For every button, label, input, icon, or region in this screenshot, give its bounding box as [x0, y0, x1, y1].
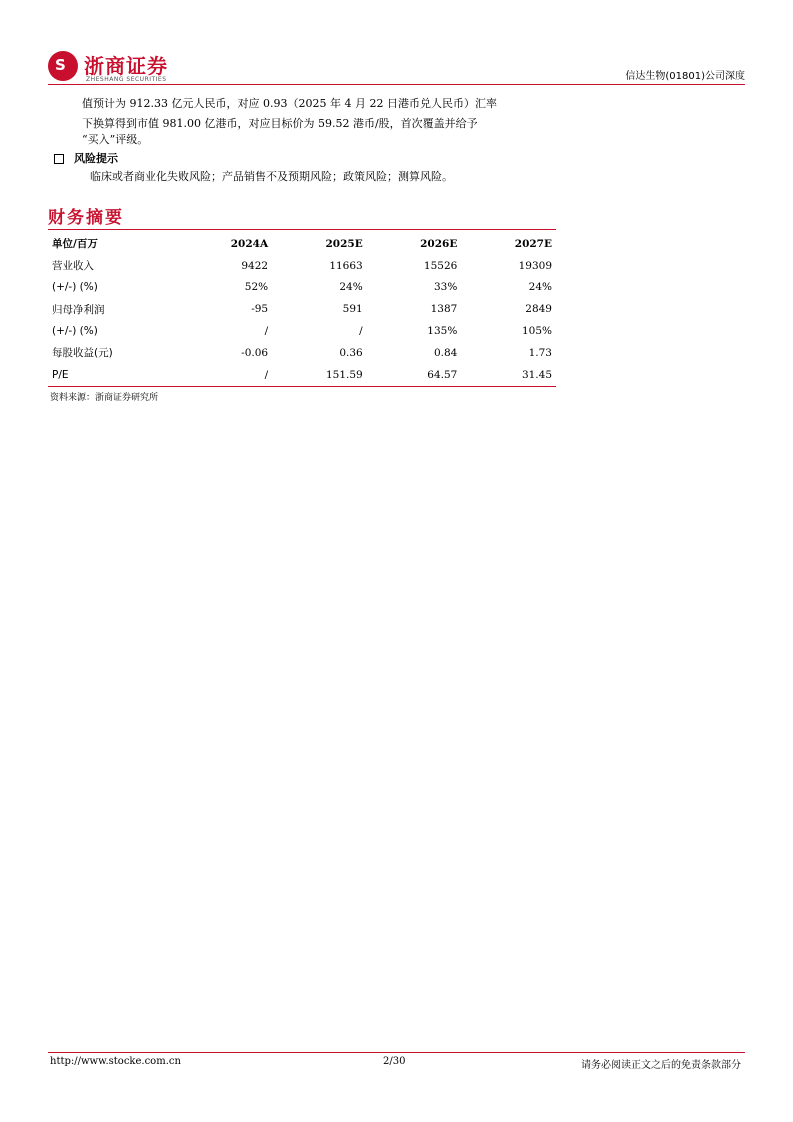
- table-cell: /: [264, 368, 269, 381]
- risk-heading: [54, 150, 118, 166]
- table-header-cell: 2027E: [514, 237, 552, 250]
- page-number: 2/30: [383, 1056, 406, 1067]
- table-row: [48, 364, 556, 386]
- row-label: P/E: [52, 368, 69, 381]
- checkbox-bullet-icon: [54, 154, 64, 164]
- row-label: (+/-) (%): [52, 281, 98, 294]
- page-header: [48, 48, 745, 84]
- table-source-note: 资料来源：浙商证券研究所: [50, 393, 159, 403]
- table-cell: /: [264, 325, 269, 338]
- table-header-cell: 2025E: [325, 237, 363, 250]
- financial-summary-table: [48, 233, 556, 386]
- table-cell: 1.73: [528, 346, 552, 359]
- table-cell: 15526: [423, 259, 458, 272]
- body-line-1: 值预计为 912.33 亿元人民币，对应 0.93（2025 年 4 月 22 日港币兑人民币）汇率: [82, 97, 497, 110]
- table-row: [48, 277, 556, 299]
- row-label: 营业收入: [52, 260, 94, 273]
- table-cell: 0.36: [339, 346, 363, 359]
- body-line-2: 下换算得到市值 981.00 亿港币，对应目标价为 59.52 港币/股，首次覆盖并给予: [82, 117, 478, 130]
- table-cell: 105%: [521, 325, 552, 338]
- logo-name: 浙商证券: [84, 54, 168, 78]
- table-cell: 19309: [518, 259, 552, 272]
- table-header-cell: 2026E: [420, 237, 458, 250]
- table-cell: 24%: [339, 281, 363, 294]
- table-cell: -0.06: [241, 346, 269, 359]
- table-row: [48, 320, 556, 342]
- table-cell: 591: [342, 303, 363, 316]
- table-cell: 151.59: [325, 368, 363, 381]
- report-tag: 信达生物(01801)公司深度: [625, 71, 745, 82]
- table-cell: 52%: [244, 281, 269, 294]
- table-cell: /: [359, 325, 363, 338]
- section-title: 财务摘要: [48, 208, 124, 228]
- table-cell: 24%: [528, 281, 552, 294]
- table-header-cell: 2024A: [230, 237, 269, 250]
- table-bottom-rule: [48, 386, 556, 387]
- table-header-cell: 单位/百万: [52, 238, 98, 251]
- table-cell: 135%: [427, 325, 458, 338]
- logo-emblem-icon: S: [48, 51, 78, 81]
- table-cell: 9422: [241, 259, 269, 272]
- header-divider: [48, 84, 745, 85]
- risk-heading-label: 风险提示: [74, 152, 118, 165]
- table-cell: 31.45: [521, 368, 552, 381]
- risk-text: 临床或者商业化失败风险；产品销售不及预期风险；政策风险；测算风险。: [90, 170, 453, 183]
- table-cell: 33%: [433, 281, 458, 294]
- table-cell: 11663: [329, 259, 363, 272]
- table-cell: 0.84: [433, 346, 458, 359]
- row-label: 每股收益(元): [52, 347, 113, 360]
- table-cell: -95: [251, 303, 269, 316]
- body-line-3: “买入”评级。: [82, 133, 149, 146]
- footer-disclaimer: 请务必阅读正文之后的免责条款部分: [581, 1060, 741, 1071]
- row-label: 归母净利润: [52, 303, 105, 316]
- table-cell: 64.57: [427, 368, 458, 381]
- table-cell: 2849: [525, 303, 552, 316]
- table-row: [48, 255, 556, 277]
- footer-divider: [48, 1052, 745, 1053]
- footer-url-link[interactable]: http://www.stocke.com.cn: [50, 1056, 181, 1067]
- logo-english-name: ZHESHANG SECURITIES: [86, 76, 167, 83]
- table-header-row: [48, 233, 556, 255]
- table-cell: 1387: [430, 303, 458, 316]
- table-row: [48, 298, 556, 320]
- table-row: [48, 342, 556, 364]
- row-label: (+/-) (%): [52, 325, 98, 338]
- section-divider: [48, 229, 556, 230]
